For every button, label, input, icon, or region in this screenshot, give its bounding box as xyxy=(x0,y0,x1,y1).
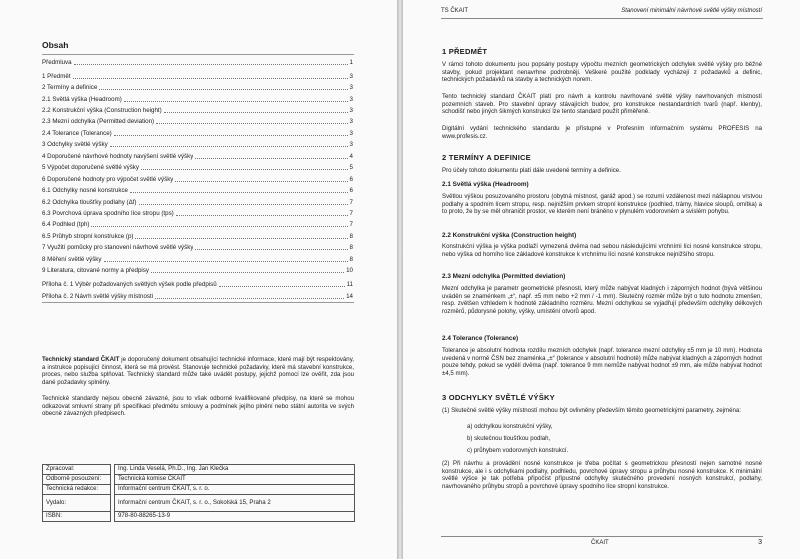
section-3-bullet-c: c) průhybem vodorovných konstrukcí. xyxy=(467,447,569,454)
section-3-item-1: (1) Skutečné světlé výšky místností mohou být ovlivněny především těmito geometrickými parametry, zejména: xyxy=(442,407,741,414)
toc-leader-dots xyxy=(124,101,348,102)
toc-entry[interactable] xyxy=(42,242,353,251)
toc-entry[interactable] xyxy=(42,208,353,217)
toc-entry[interactable] xyxy=(42,116,353,125)
left-page xyxy=(0,0,397,559)
intro-bold: Technický standard ČKAIT xyxy=(42,356,120,363)
right-page xyxy=(403,0,800,559)
toc-page-number: 6 xyxy=(349,187,353,194)
imprint-row xyxy=(43,465,355,475)
toc-entry[interactable] xyxy=(42,151,353,160)
toc-entry[interactable] xyxy=(42,291,353,300)
toc-leader-dots xyxy=(164,112,348,113)
toc-page-number: 10 xyxy=(346,267,353,274)
footer-rule xyxy=(441,536,763,537)
toc-page-number: 8 xyxy=(349,244,353,251)
toc-entry-text: 2 Termíny a definice xyxy=(42,84,98,91)
toc-page-number: 3 xyxy=(349,73,353,80)
toc-leader-dots xyxy=(176,215,348,216)
toc-entry-text: 2.3 Mezní odchylka (Permitted deviation) xyxy=(42,118,155,125)
toc-entry[interactable] xyxy=(42,219,353,228)
running-header-left: TS ČKAIT xyxy=(441,8,469,14)
running-header-right: Stanovení minimální návrhové světlé výšky místností xyxy=(621,8,762,14)
toc-leader-dots xyxy=(73,78,348,79)
section-2-intro: Pro účely tohoto dokumentu platí dále uvedené termíny a definice. xyxy=(442,167,621,174)
toc-entry-text: 8 Měření světlé výšky xyxy=(42,256,102,263)
toc-entry-text: 7 Využití pomůcky pro stanovení návrhové světlé výšky xyxy=(42,244,194,251)
toc-page-number: 7 xyxy=(349,199,353,206)
imprint-label: ISBN: xyxy=(43,512,111,522)
section-1-heading: 1 PŘEDMĚT xyxy=(442,47,488,56)
intro-paragraph-2: Technické standardy nejsou obecně závazné, jsou to však odborně kvalifikované předpisy, na které se mohou odkazovat smluvní strany při specifikaci předmětu smlouvy a podmínek jejího plnění nebo státní autorita ve svých obecně závazných předpisech. xyxy=(42,395,354,418)
toc-entry-text: 2.2 Konstrukční výška (Construction height) xyxy=(42,107,162,114)
section-2-2-heading: 2.2 Konstrukční výška (Construction height) xyxy=(442,232,577,239)
toc-entry-text: 2.4 Tolerance (Tolerance) xyxy=(42,130,112,137)
toc-page-number: 8 xyxy=(349,233,353,240)
imprint-label: Technická redakce: xyxy=(43,485,111,495)
toc-entry[interactable] xyxy=(42,82,353,91)
imprint-label: Zpracoval: xyxy=(43,465,111,475)
toc-leader-dots xyxy=(151,272,344,273)
section-2-4-text: Tolerance je absolutní hodnota rozdílu mezních odchylek (např. tolerance mezní odchylky ±5 mm je 10 mm). Hodnota uvedená v normě ČSN bez znaménka „±“ (tolerance v absolutní hodnotě) může nabývat kladných a záporných hodnot pouze tehdy, pokud se vydělí dvěma (např. tolerance 9 mm nemůže nabývat hodnot ±9 mm, ale může nabývat hodnot ±4,5 mm). xyxy=(442,347,762,378)
toc-leader-dots xyxy=(195,158,347,159)
toc-entry-text: 6 Doporučené hodnoty pro výpočet světlé výšky xyxy=(42,176,174,183)
toc-leader-dots xyxy=(135,238,347,239)
toc-page-number: 3 xyxy=(349,118,353,125)
toc-title: Obsah xyxy=(42,40,69,50)
section-1-paragraph-3: Digitální vydání technického standardu je přístupné v Profesním informačním systému PROFESIS na www.profesis.cz. xyxy=(442,125,762,140)
toc-page-number: 6 xyxy=(349,176,353,183)
toc-title-rule xyxy=(42,54,354,55)
imprint-value: Informační centrum ČKAIT, s. r. o., Sokolská 15, Praha 2 xyxy=(115,495,355,512)
toc-bottom-rule xyxy=(42,302,354,303)
toc-page-number: 3 xyxy=(349,107,353,114)
toc-leader-dots xyxy=(110,146,348,147)
section-2-heading: 2 TERMÍNY A DEFINICE xyxy=(442,153,531,162)
toc-entry[interactable] xyxy=(42,71,353,80)
imprint-row xyxy=(43,475,355,485)
toc-leader-dots xyxy=(175,181,347,182)
toc-page-number: 8 xyxy=(349,256,353,263)
imprint-label: Odborně posouzení: xyxy=(43,475,111,485)
imprint-row xyxy=(43,512,355,522)
section-3-item-2: (2) Při návrhu a provádění nosné konstrukce je třeba počítat s geometrickou přesností nejen samotné nosné konstrukce, ale i s odchylkami podlahy, podhledu, povrchové úpravy stropu a průhybu nosné konstrukce. K minimální světlé výšce je tak potřeba připočíst přípustné odchylky skutečného provedení nosných konstrukcí, podlahy, navrhovaného průhybu stropů a povrchové úpravy spodního líce stropní konstrukce. xyxy=(442,460,762,491)
toc-leader-dots xyxy=(114,135,348,136)
toc-entry-text: 4 Doporučené návrhové hodnoty navýšení světlé výšky xyxy=(42,153,194,160)
toc-leader-dots xyxy=(156,123,347,124)
toc-page-number: 3 xyxy=(349,141,353,148)
section-1-paragraph-2: Tento technický standard ČKAIT platí pro návrh a kontrolu navrhované světlé výšky navrhovaných místností pozemních staveb. Pro stavební úpravy stávajících budov, pro konstrukce nestandardních tvarů (např. klenby), schodišť nebo jiných šikmých konstrukcí lze tento standard použít přiměřeně. xyxy=(442,93,762,116)
toc-leader-dots xyxy=(104,261,348,262)
toc-leader-dots xyxy=(155,298,344,299)
intro-paragraph xyxy=(42,356,354,387)
toc-entry-text: 1 Předmět xyxy=(42,73,71,80)
toc-leader-dots xyxy=(141,169,348,170)
section-2-4-heading: 2.4 Tolerance (Tolerance) xyxy=(442,335,519,342)
toc-entry[interactable] xyxy=(42,57,353,66)
header-rule xyxy=(441,18,763,19)
imprint-label: Vydalo: xyxy=(43,495,111,512)
intro-text: je doporučený dokument obsahující technické informace, které mají být respektovány, a instrukce popisující činnost, která se má provést. Stanovuje technické požadavky, které má stavební konstrukce, proces, nebo služba splňovat. Technický standard může také uvádět postupy, jejichž pomocí lze ověřit, zda jsou dané požadavky splněny. xyxy=(42,356,354,387)
toc-page-number: 7 xyxy=(349,210,353,217)
toc-entry[interactable] xyxy=(42,265,353,274)
section-2-3-heading: 2.3 Mezní odchylka (Permitted deviation) xyxy=(442,273,566,280)
toc-page-number: 1 xyxy=(349,59,353,66)
toc-page-number: 3 xyxy=(349,96,353,103)
section-3-bullet-b: b) skutečnou tloušťkou podlah, xyxy=(467,435,551,442)
toc-page-number: 4 xyxy=(349,153,353,160)
toc-entry[interactable] xyxy=(42,279,353,288)
toc-entry[interactable] xyxy=(42,128,353,137)
toc-entry[interactable] xyxy=(42,254,353,263)
toc-leader-dots xyxy=(91,226,347,227)
toc-leader-dots xyxy=(74,64,348,65)
toc-entry-text: 6.1 Odchylky nosné konstrukce xyxy=(42,187,128,194)
page-number: 3 xyxy=(758,539,762,546)
toc-leader-dots xyxy=(195,249,347,250)
toc-page-number: 7 xyxy=(349,221,353,228)
imprint-value: Ing. Linda Veselá, Ph.D., Ing. Jan Klečka xyxy=(115,465,355,475)
toc-entry-text: 3 Odchylky světlé výšky xyxy=(42,141,108,148)
imprint-value: Technická komise ČKAIT xyxy=(115,475,355,485)
toc-entry[interactable] xyxy=(42,94,353,103)
toc-entry-text: 6.5 Průhyb stropní konstrukce (p) xyxy=(42,233,134,240)
toc-leader-dots xyxy=(219,286,345,287)
section-2-3-text: Mezní odchylka je parametr geometrické přesnosti, který může nabývat kladných i záporných hodnot (bývá většinou uváděn se znaménkem „±“, např. ±5 mm nebo +2 mm / -1 mm). Skutečný rozměr může být o tuto hodnotu zmenšen, resp. zvětšen vzhledem k hodnotě základního rozměru. Mezní odchylkou se vyjadřují především odchylky délkových rozměrů, půdorysné polohy, výšky, umístění otvorů apod. xyxy=(442,285,762,316)
toc-entry[interactable] xyxy=(42,174,353,183)
toc-leader-dots xyxy=(99,89,347,90)
toc-entry-text: Příloha č. 1 Výběr požadovaných světlých výšek podle předpisů xyxy=(42,281,217,288)
toc-entry-text: 6.3 Povrchová úprava spodního líce stropu (tps) xyxy=(42,210,174,217)
toc-entry[interactable] xyxy=(42,231,353,240)
toc-page-number: 5 xyxy=(349,164,353,171)
toc-entry[interactable] xyxy=(42,105,353,114)
imprint-value: 978-80-88265-13-9 xyxy=(115,512,355,522)
toc-entry[interactable] xyxy=(42,139,353,148)
section-1-paragraph-1: V rámci tohoto dokumentu jsou popsány postupy výpočtu mezních geometrických odchylek světlé výšky pro běžné stavby, pokud projektant nenavrhne podrobněji. Veškeré použité podklady vycházejí z požadavků a definic, technických požadavků na stavby a technických norem. xyxy=(442,61,762,84)
toc-entry[interactable] xyxy=(42,197,353,206)
toc-entry-text: 5 Výpočet doporučené světlé výšky xyxy=(42,164,139,171)
imprint-row xyxy=(43,495,355,512)
toc-entry-text: 6.2 Odchylka tloušťky podlahy (Δf) xyxy=(42,199,137,206)
toc-page-number: 3 xyxy=(349,84,353,91)
toc-entry-text: 2.1 Světlá výška (Headroom) xyxy=(42,96,122,103)
toc-page-number: 14 xyxy=(346,293,353,300)
footer-label: ČKAIT xyxy=(591,540,609,546)
toc-entry[interactable] xyxy=(42,185,353,194)
toc-entry-text: 6.4 Podhled (tph) xyxy=(42,221,90,228)
section-2-2-text: Konstrukční výška je výška podlaží vymezená dvěma nad sebou následujícími vrchními líci nosné konstrukce stropu, nebo výška od horního líce základové konstrukce k vrchnímu líci nosné konstrukce nejnižšího stropu. xyxy=(442,243,762,258)
toc-page-number: 3 xyxy=(349,130,353,137)
section-2-1-text: Světlou výškou posuzovaného prostoru (obytná místnost, garáž apod.) se rozumí vzdálenost mezi nášlapnou vrstvou podlahy a spodním lícem stropu, resp. nejnižším prvkem stropní konstrukce (podhled, trámy, hlavice sloupů, omítka) a to proto, že by se měl ohraničit prostor, ve kterém není bráněno v plynulém vodorovném a svislém pohybu. xyxy=(442,193,762,216)
toc-leader-dots xyxy=(130,192,348,193)
imprint-row xyxy=(43,485,355,495)
toc-entry[interactable] xyxy=(42,162,353,171)
imprint-value: Informační centrum ČKAIT, s. r. o. xyxy=(115,485,355,495)
toc-page-number: 11 xyxy=(346,281,353,288)
toc-entry-text: 9 Literatura, citované normy a předpisy xyxy=(42,267,149,274)
toc-entry-text: Předmluva xyxy=(42,59,72,66)
toc-entry-text: Příloha č. 2 Návrh světlé výšky místností xyxy=(42,293,154,300)
imprint-table xyxy=(42,464,355,522)
section-2-1-heading: 2.1 Světlá výška (Headroom) xyxy=(442,181,529,188)
toc-leader-dots xyxy=(139,204,348,205)
section-3-bullet-a: a) odchylkou konstrukční výšky, xyxy=(467,423,553,430)
section-3-heading: 3 ODCHYLKY SVĚTLÉ VÝŠKY xyxy=(442,393,555,402)
